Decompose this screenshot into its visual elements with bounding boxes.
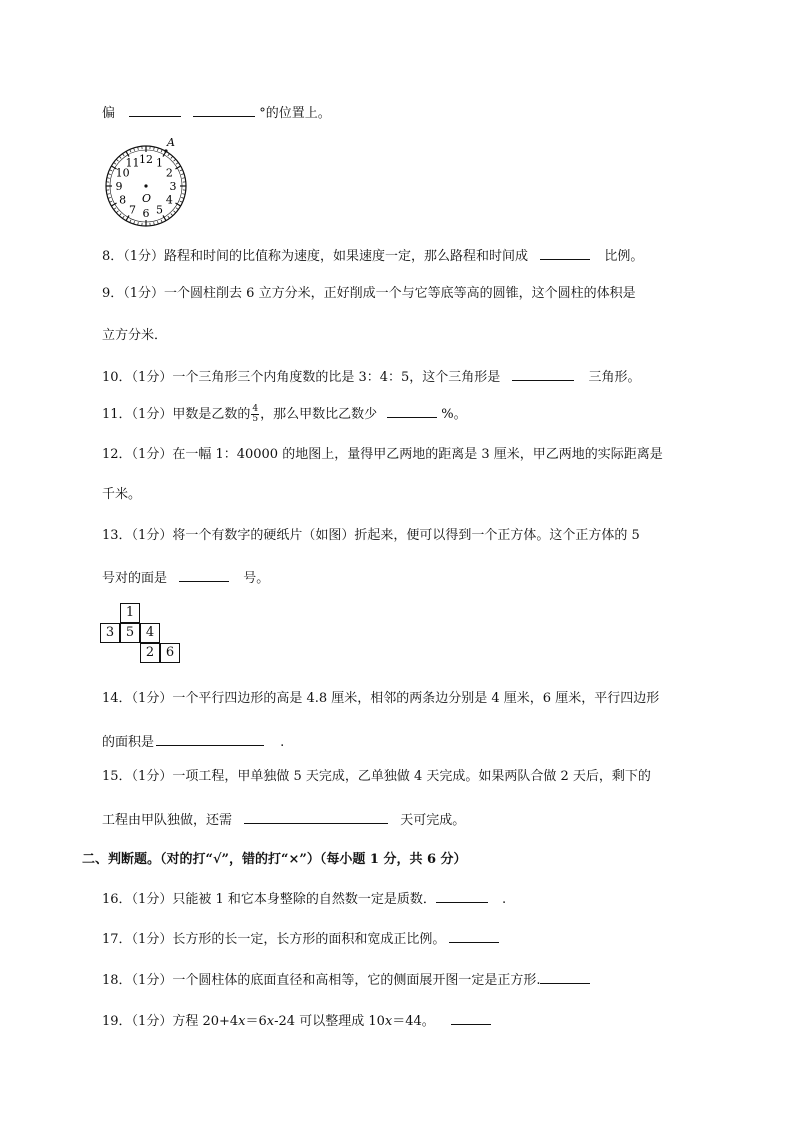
clock-number: 6	[142, 207, 150, 220]
fill-line-direction	[102, 102, 331, 123]
answer-blank[interactable]	[156, 731, 264, 746]
question-14-line1	[102, 690, 659, 708]
question-13-line2	[102, 567, 269, 588]
answer-blank[interactable]	[540, 245, 590, 260]
clock-number: 1	[156, 156, 163, 170]
clock-tick	[180, 170, 183, 171]
question-suffix: %。	[441, 407, 467, 422]
clock-tick	[119, 156, 121, 158]
clock-number: 11	[125, 156, 140, 170]
question-19	[102, 1010, 495, 1031]
fraction-denominator: 5	[252, 414, 259, 424]
answer-blank[interactable]	[244, 809, 388, 824]
answer-blank[interactable]	[436, 888, 488, 903]
question-text: ＝6	[245, 1014, 267, 1029]
net-cell: 1	[120, 603, 140, 623]
question-text: 12．（1分）在一幅 1：40000 的地图上，量得甲乙两地的距离是 3 厘米，甲乙两地的实际距离是	[102, 447, 663, 462]
variable-x: x	[384, 1014, 393, 1029]
clock-number: 8	[119, 193, 127, 207]
variable-x: x	[266, 1014, 275, 1029]
text-suffix: °的位置上。	[259, 106, 331, 121]
clock-number: 2	[165, 166, 173, 180]
clock-tick	[130, 220, 131, 223]
clock-tick	[108, 174, 111, 175]
answer-blank[interactable]	[449, 928, 499, 943]
question-text: 千米。	[102, 487, 142, 502]
question-9-line1	[102, 285, 636, 303]
clock-figure	[100, 134, 195, 229]
question-suffix: .	[502, 892, 507, 907]
answer-blank[interactable]	[179, 567, 229, 582]
question-text: 11．（1分）甲数是乙数的	[102, 407, 251, 422]
clock-number: 5	[156, 203, 163, 217]
question-15-line2	[102, 809, 465, 830]
net-cell: 3	[100, 623, 120, 643]
clock-tick	[157, 148, 158, 151]
clock-tick	[171, 156, 173, 158]
variable-x: x	[238, 1014, 246, 1029]
question-text-after: ，那么甲数比乙数少	[260, 407, 378, 422]
net-cell: 6	[160, 643, 180, 663]
question-text: 16．（1分）只能被 1 和它本身整除的自然数一定是质数．	[102, 892, 436, 907]
text-prefix: 偏	[102, 106, 116, 121]
net-cell: 2	[140, 643, 160, 663]
question-text: 19．（1分）方程 20+4	[102, 1014, 239, 1029]
clock-tick	[161, 220, 162, 223]
question-text: 14．（1分）一个平行四边形的高是 4.8 厘米，相邻的两条边分别是 4 厘米，6 厘米，平行四边形	[102, 691, 660, 706]
clock-tick	[116, 211, 118, 213]
answer-blank[interactable]	[451, 1010, 491, 1025]
clock-tick	[157, 221, 158, 224]
point-a-label: A	[167, 136, 175, 149]
question-11	[102, 403, 467, 424]
question-text: 立方分米．	[102, 328, 168, 343]
question-text: 17．（1分）长方形的长一定，长方形的面积和宽成正比例。	[102, 932, 446, 947]
answer-blank[interactable]	[387, 403, 437, 418]
question-text: 的面积是	[102, 735, 155, 750]
clock-tick	[176, 208, 178, 210]
clock-tick	[109, 201, 112, 202]
question-text: -24 可以整理成 10	[274, 1014, 385, 1029]
clock-tick	[168, 216, 170, 218]
clock-tick	[122, 216, 124, 218]
clock-tick	[173, 211, 175, 213]
clock-number: 7	[129, 203, 136, 217]
clock-number: 12	[139, 153, 153, 166]
clock-tick	[168, 154, 170, 156]
question-9-line2	[102, 327, 167, 345]
clock-tick	[114, 208, 116, 210]
question-suffix: .	[280, 735, 285, 750]
question-suffix: 号。	[243, 571, 270, 586]
question-text: 8．（1分）路程和时间的比值称为速度，如果速度一定，那么路程和时间成	[102, 249, 529, 264]
clock-tick	[130, 149, 131, 152]
question-12-line1	[102, 446, 663, 464]
question-text: ＝44。	[392, 1014, 435, 1029]
question-text: 工程由甲队独做，还需	[102, 813, 233, 828]
question-suffix: 比例。	[604, 249, 644, 264]
clock-tick	[161, 149, 162, 152]
clock-tick	[134, 148, 135, 151]
clock-tick	[176, 162, 178, 164]
clock-tick	[181, 197, 184, 198]
question-text: 10．（1分）一个三角形三个内角度数的比是 3：4：5，这个三角形是	[102, 370, 501, 385]
question-text: 15．（1分）一项工程，甲单独做 5 天完成，乙单独做 4 天完成。如果两队合做 2 天后，剩下的	[102, 769, 651, 784]
question-text: 18．（1分）一个圆柱体的底面直径和高相等，它的侧面展开图一定是正方形.	[102, 973, 541, 988]
question-13-line1	[102, 527, 640, 545]
clock-tick	[173, 159, 175, 161]
clock-tick	[122, 154, 124, 156]
question-16	[102, 888, 506, 909]
question-text: 9．（1分）一个圆柱削去 6 立方分米，正好削成一个与它等底等高的圆锥，这个圆柱的体积是	[102, 286, 636, 301]
clock-tick	[180, 201, 183, 202]
clock-tick	[181, 174, 184, 175]
question-14-line2	[102, 731, 284, 752]
net-cell: 4	[140, 623, 160, 643]
question-text: 号对的面是	[102, 571, 168, 586]
question-10	[102, 366, 641, 387]
answer-blank[interactable]	[512, 366, 574, 381]
fraction	[251, 405, 259, 424]
answer-blank[interactable]	[129, 102, 181, 117]
clock-number: 9	[115, 180, 123, 193]
clock-tick	[109, 170, 112, 171]
clock-tick	[119, 213, 121, 215]
clock-tick	[108, 197, 111, 198]
fraction-numerator: 4	[252, 404, 259, 414]
clock-number: 4	[165, 193, 173, 207]
clock-center-dot	[144, 184, 147, 187]
net-cell: 5	[120, 623, 140, 643]
clock-number: 10	[115, 166, 130, 180]
question-8	[102, 245, 643, 266]
section-heading-judgment: 二、判断题。（对的打“√”，错的打“×”）（每小题 1 分，共 6 分）	[82, 852, 467, 867]
question-suffix: 三角形。	[588, 370, 641, 385]
answer-blank[interactable]	[193, 102, 255, 117]
question-suffix: 天可完成。	[400, 813, 466, 828]
center-o-label: O	[142, 192, 152, 205]
clock-number: 3	[169, 180, 177, 193]
question-text: 13．（1分）将一个有数字的硬纸片（如图）折起来，便可以得到一个正方体。这个正方体的 5	[102, 528, 640, 543]
question-15-line1	[102, 768, 651, 786]
clock-tick	[116, 159, 118, 161]
clock-tick	[134, 221, 135, 224]
clock-tick	[114, 162, 116, 164]
point-a-dot	[164, 149, 167, 152]
answer-blank[interactable]	[540, 969, 590, 984]
clock-tick	[171, 213, 173, 215]
question-17	[102, 928, 503, 949]
question-18	[102, 969, 594, 990]
question-12-line2	[102, 486, 141, 504]
